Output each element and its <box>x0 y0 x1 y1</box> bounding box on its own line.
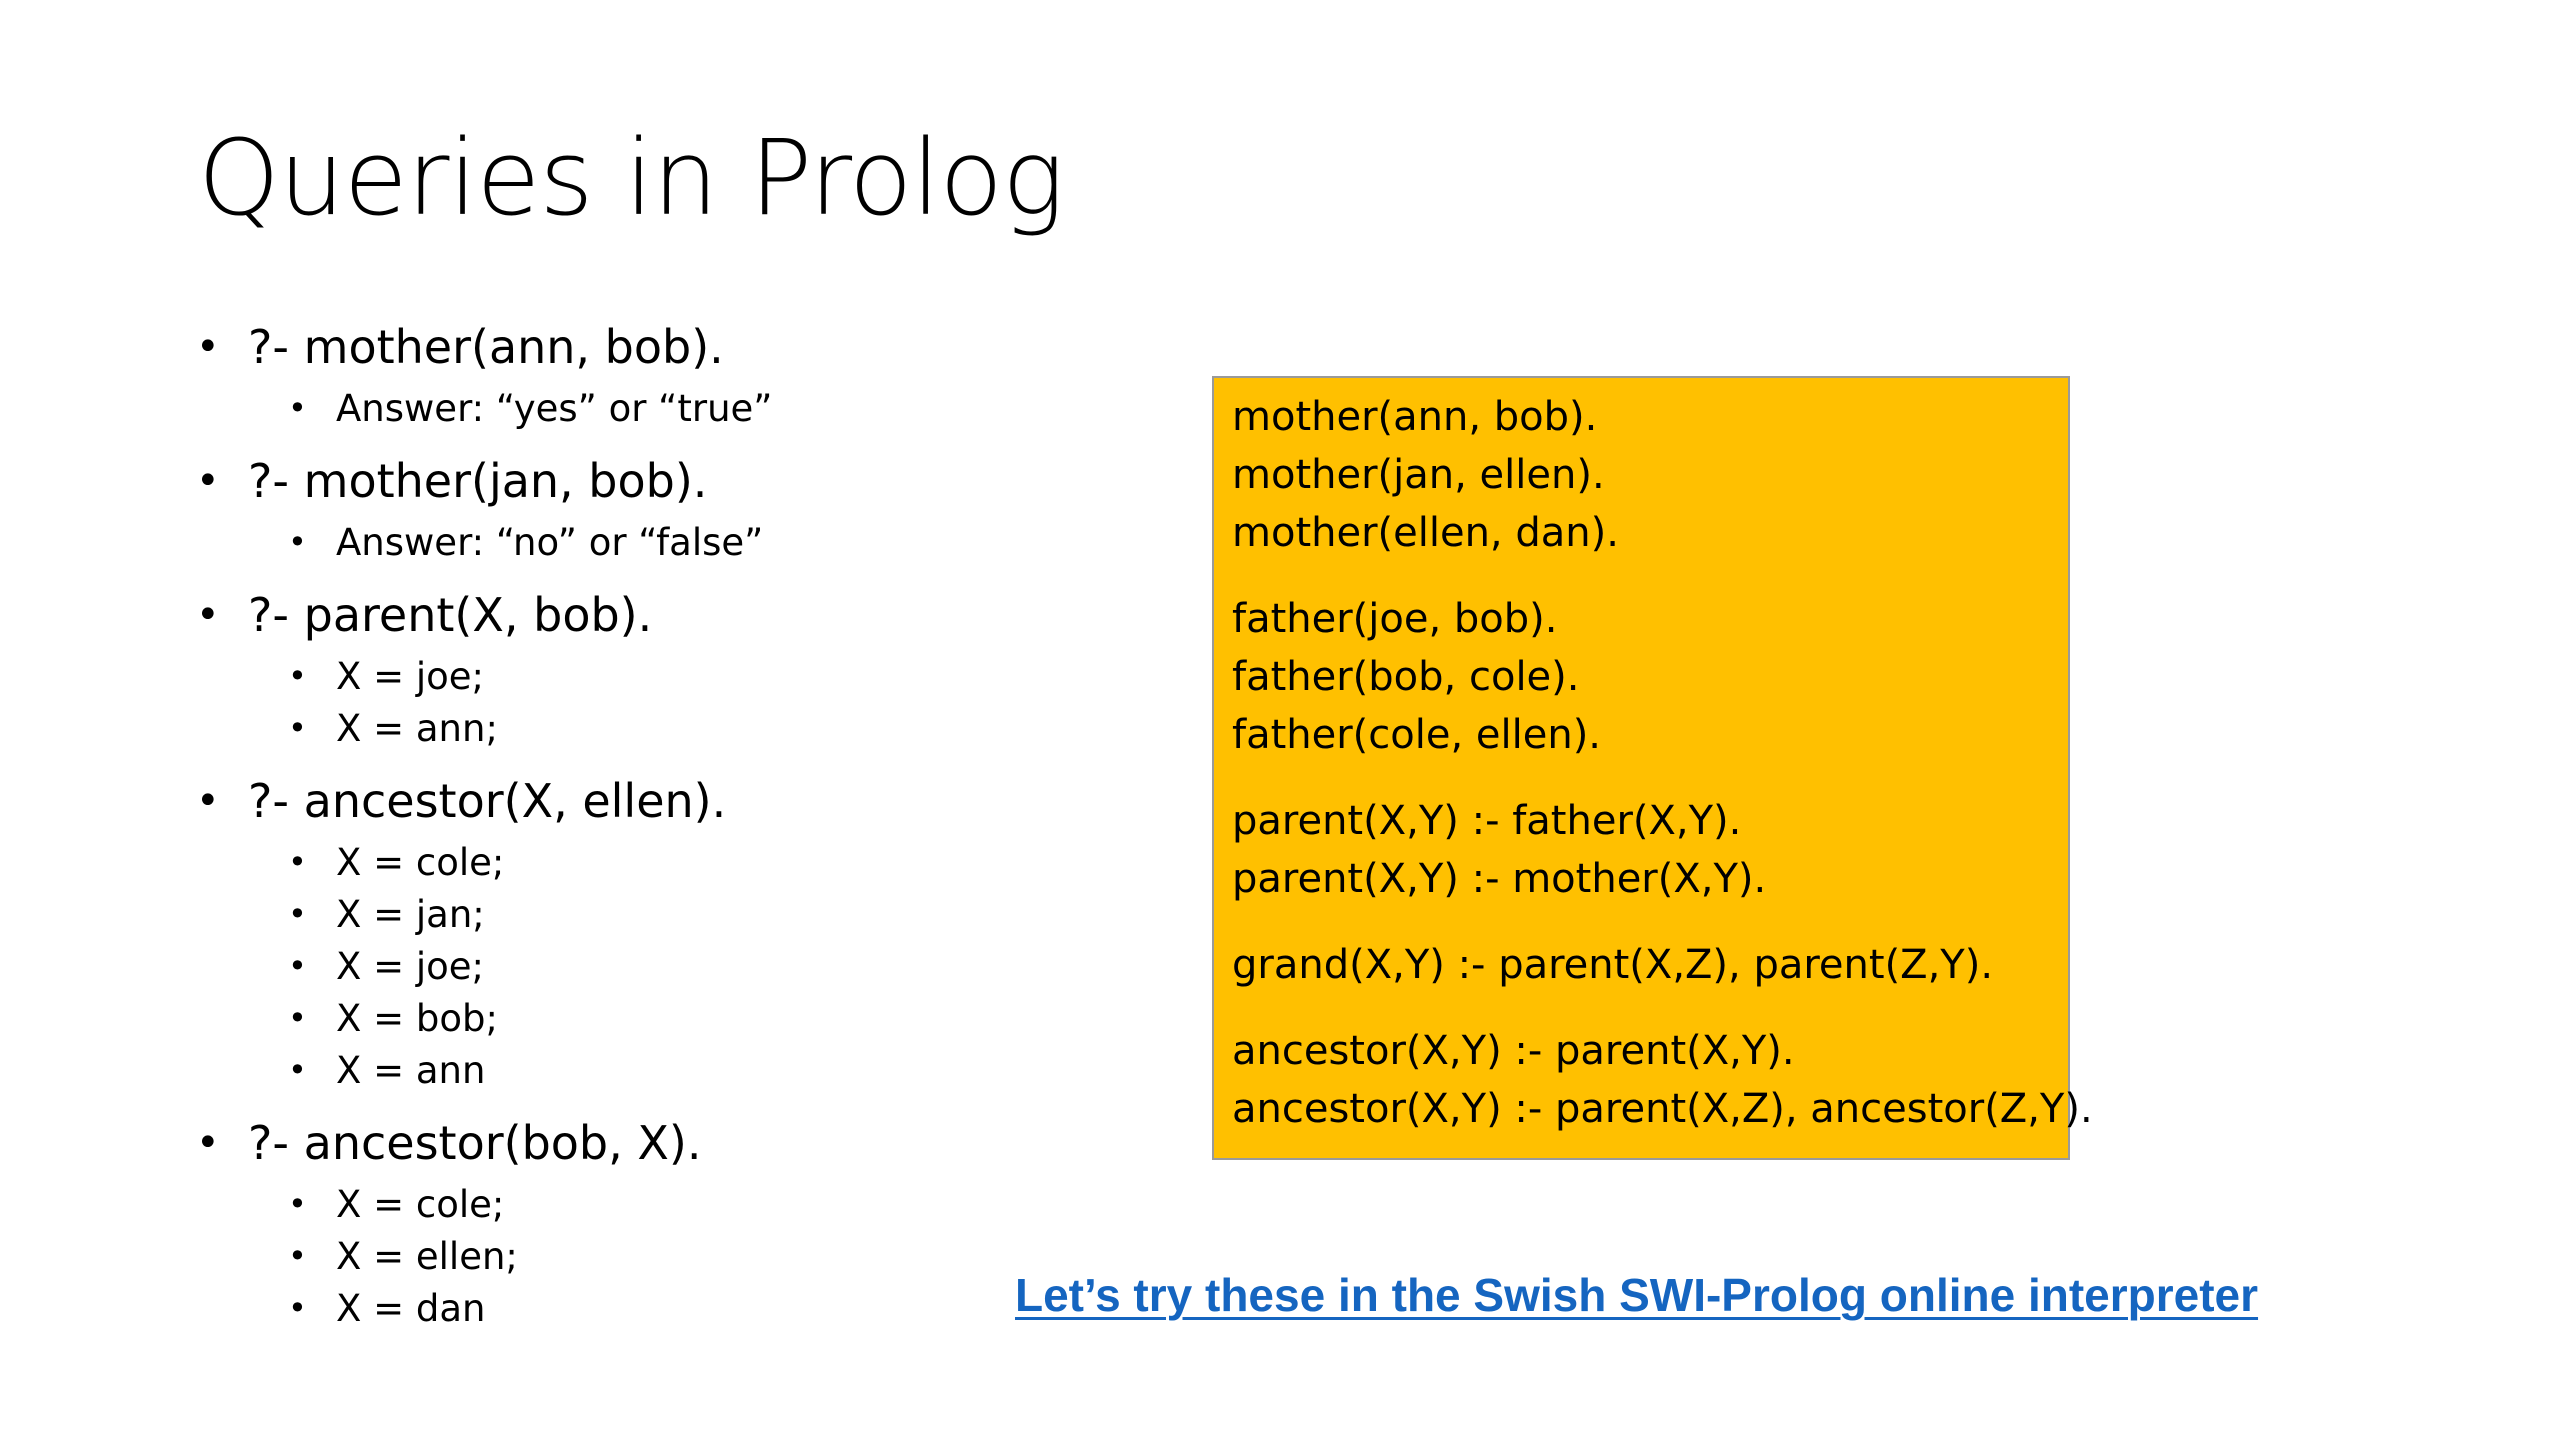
answer-text: X = jan; <box>336 892 485 936</box>
answer-item <box>190 650 1190 702</box>
answer-item <box>190 1044 1190 1096</box>
answer-item <box>190 702 1190 754</box>
code-group <box>1232 590 2068 764</box>
answer-text: X = joe; <box>336 944 485 988</box>
code-group <box>1232 388 2068 562</box>
code-line: parent(X,Y) :- mother(X,Y). <box>1232 856 1767 902</box>
query-text: ?- mother(jan, bob). <box>248 454 708 508</box>
bullet-icon: • <box>196 1120 220 1166</box>
query-line <box>190 766 1190 836</box>
slide-title: Queries in Prolog <box>198 117 1064 239</box>
query-text: ?- ancestor(X, ellen). <box>248 774 727 828</box>
code-line: mother(ellen, dan). <box>1232 510 1619 556</box>
bullet-icon: • <box>288 389 307 427</box>
answer-list <box>190 516 1190 568</box>
code-line: ancestor(X,Y) :- parent(X,Y). <box>1232 1028 1795 1074</box>
bullet-icon: • <box>288 1237 307 1275</box>
code-line: mother(ann, bob). <box>1232 394 1598 440</box>
query-list <box>190 312 1190 1346</box>
prolog-code-box <box>1212 376 2093 1160</box>
answer-text: X = ellen; <box>336 1234 518 1278</box>
answer-item <box>190 382 1190 434</box>
answer-text: X = joe; <box>336 654 485 698</box>
bullet-icon: • <box>288 523 307 561</box>
code-group <box>1232 1022 2093 1138</box>
answer-item <box>190 992 1190 1044</box>
answer-text: X = dan <box>336 1286 486 1330</box>
query-text: ?- parent(X, bob). <box>248 588 653 642</box>
answer-text: X = ann; <box>336 706 498 750</box>
answer-item <box>190 888 1190 940</box>
code-line: father(joe, bob). <box>1232 596 1558 642</box>
answer-list <box>190 650 1190 754</box>
answer-text: X = ann <box>336 1048 486 1092</box>
query-text: ?- mother(ann, bob). <box>248 320 724 374</box>
code-line: grand(X,Y) :- parent(X,Z), parent(Z,Y). <box>1232 942 1994 988</box>
bullet-icon: • <box>288 999 307 1037</box>
code-group <box>1232 936 2068 994</box>
query-line <box>190 580 1190 650</box>
answer-list <box>190 836 1190 1096</box>
answer-list <box>190 382 1190 434</box>
swish-interpreter-link[interactable]: Let’s try these in the Swish SWI-Prolog online interpreter <box>1015 1269 2259 1321</box>
answer-text: X = cole; <box>336 840 505 884</box>
bullet-icon: • <box>288 709 307 747</box>
query-item <box>190 580 1190 754</box>
bullet-icon: • <box>288 1289 307 1327</box>
code-line: ancestor(X,Y) :- parent(X,Z), ancestor(Z,Y). <box>1232 1086 2093 1132</box>
bullet-icon: • <box>196 324 220 370</box>
answer-item <box>190 1178 1190 1230</box>
answer-item <box>190 836 1190 888</box>
query-text: ?- ancestor(bob, X). <box>248 1116 702 1170</box>
code-group <box>1232 792 2068 908</box>
bullet-icon: • <box>288 843 307 881</box>
answer-text: Answer: “yes” or “true” <box>336 386 773 430</box>
bullet-icon: • <box>288 657 307 695</box>
code-line: father(bob, cole). <box>1232 654 1580 700</box>
bullet-icon: • <box>288 1051 307 1089</box>
answer-text: Answer: “no” or “false” <box>336 520 764 564</box>
bullet-icon: • <box>288 947 307 985</box>
answer-item <box>190 516 1190 568</box>
answer-item <box>190 940 1190 992</box>
query-item <box>190 766 1190 1096</box>
query-item <box>190 312 1190 434</box>
query-line <box>190 312 1190 382</box>
answer-text: X = bob; <box>336 996 498 1040</box>
bullet-icon: • <box>288 1185 307 1223</box>
bullet-icon: • <box>196 458 220 504</box>
code-line: mother(jan, ellen). <box>1232 452 1605 498</box>
query-line <box>190 446 1190 516</box>
query-line <box>190 1108 1190 1178</box>
bullet-icon: • <box>288 895 307 933</box>
code-line: father(cole, ellen). <box>1232 712 1602 758</box>
answer-text: X = cole; <box>336 1182 505 1226</box>
code-line: parent(X,Y) :- father(X,Y). <box>1232 798 1742 844</box>
bullet-icon: • <box>196 592 220 638</box>
query-item <box>190 446 1190 568</box>
bullet-icon: • <box>196 778 220 824</box>
